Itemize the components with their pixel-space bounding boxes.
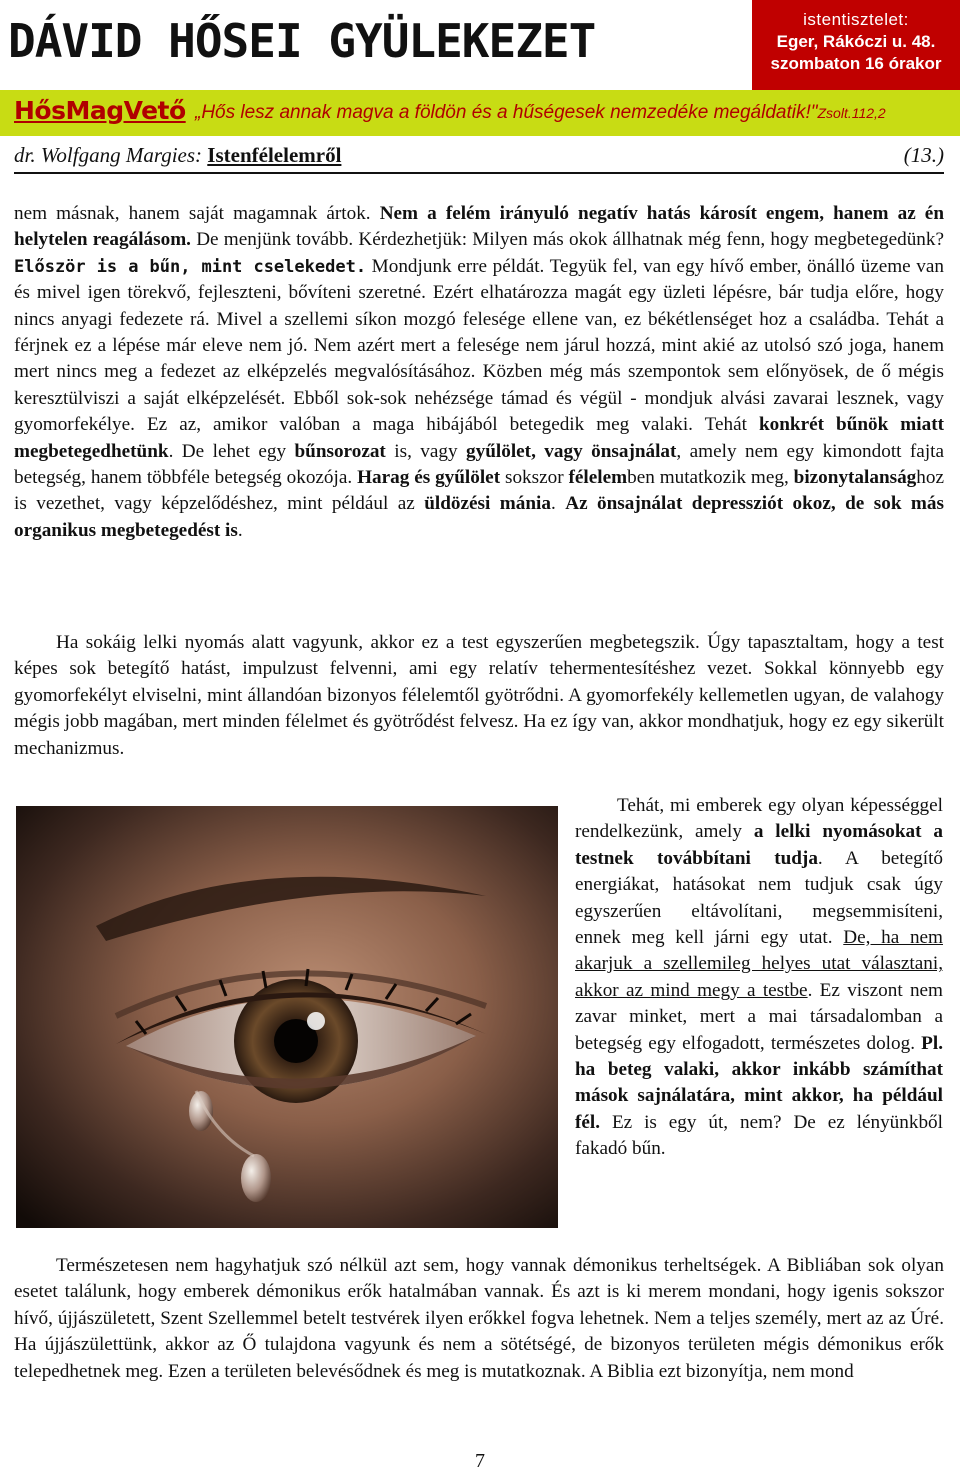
bold-run: üldözési mánia [424,493,551,515]
text-run: . [550,493,566,515]
service-info-box [752,0,960,90]
text-run: De menjünk tovább. Kérdezhetjük: Milyen más okok állhatnak még fenn, hogy megbetegedünk? [190,229,944,251]
bold-run: konkrét bűnök miatt megbetegedhetünk [14,414,944,462]
text-run: . De lehet egy [168,440,295,462]
article-topic: Istenfélelemről [207,143,342,167]
motto-text [195,102,886,124]
text-run: Mondjunk erre példát. Tegyük fel, van egy hívő ember, önálló üzeme van és mivel igen törekvő, fejleszteni, bővíteni szeretné. Ezért elhatározza magát egy üzleti lépésre, bár tudja előre, hogy nincs anyagi fedezete rá. Mivel a szellemi síkon mozgó felesége ellene van, ez békétlenséget hoz a családba. Tehát a férjnek ez a lépése már eleve nem jó. Nem azért mert a felesége nem járul hozzá, mint akié az utolsó szó joga, hanem mert nincs meg a fedezet az elképzelés megvalósításához. Közben még más szempontok sem előnyösek, de ő mégis keresztülviszi a saját elképzelését. Ebből sok-sok nehézsége támad és végül - mondjuk alvási zavarai lesznek, vagy gyomorfekélye. Ez az, amikor valóban a maga hibájából betegedik meg valaki. Tehát [14,255,944,436]
article-author: dr. Wolfgang Margies: [14,143,203,167]
text-run: is, vagy [385,440,467,462]
article-part-number: (13.) [903,143,944,167]
bold-run: a lelki nyomásokat a testnek továbbítani tudja [575,821,943,869]
text-run: Tehát, mi emberek egy olyan képességgel rendelkezünk, amely [575,795,943,843]
service-label: istentisztelet: [803,10,909,29]
text-run: . Ez viszont nem zavar minket, mert a mai társadalomban a betegség egy elfogadott, természetes dolog. [575,979,943,1054]
motto-reference: Zsolt.112,2 [817,105,886,121]
bold-run: bizonytalanság [793,467,917,489]
article-header [14,143,944,173]
body-paragraph-1 [14,201,944,544]
service-time: szombaton 16 órakor [770,54,942,73]
bold-run: bűnsorozat [294,440,386,462]
text-run: nem másnak, hanem saját magamnak ártok. [14,203,380,224]
motto-quote: „Hős lesz annak magva a földön és a hűségesek nemzedéke megáldatik!" [195,102,818,123]
body-paragraph-3 [14,1253,944,1385]
church-name: DÁVID HŐSEI GYÜLEKEZET [8,14,596,68]
paragraph-text: Ha sokáig lelki nyomás alatt vagyunk, akkor ez a test egyszerűen megbetegszik. Úgy tapasztaltam, hogy a test képes sok betegítő hatást, impulzust felvenni, ami egy relatív tehermentesítéshez vezet. Sokkal könnyebb egy gyomorfekélyt elviselni, mint állandóan bizonyos félelemtől gyötrődni. A gyomorfekély kellemetlen ugyan, de valahogy mégis jobb magában, mert minden félelmet és gyötrődést felvesz. Ha ez így van, akkor mondhatjuk, hogy ez egy sikerült mechanizmus. [14,632,944,759]
text-run: Ez is egy út, nem? De ez lényünkből fakadó bűn. [575,1111,943,1160]
brand-logo: HősMagVető [14,96,186,125]
body-paragraph-2 [14,630,944,762]
tear-drop-1 [189,1091,213,1131]
tear-drop-2 [241,1154,271,1202]
eye-illustration [16,806,558,1228]
bold-run: Pl. ha beteg valaki, akkor inkább számíthat mások sajnálatára, mint akkor, ha például fél. [575,1032,943,1133]
bold-run: gyűlölet, vagy önsajnálat [466,440,677,462]
bold-run: Nem a felém irányuló negatív hatás károsít engem, hanem az én helytelen reagálásom. [14,203,944,251]
paragraph-text: Természetesen nem hagyhatjuk szó nélkül azt sem, hogy vannak démonikus terheltségek. A Bibliában sok olyan esetet találunk, hogy emberek démonikus erők hatalmában vannak. És azt is ki merem mondani, hogy igenis sokszor hívő, újjászületett, Szent Szellemmel betelt testvérek ilyen erőkkel fogva lehetnek. Nem a teljes személy, mert az az Úré. Ha újjászülettünk, akkor az Ő tulajdona vagyunk és nem a sötétségé, de bizonyos területen mégis démonikus erők telepedhetnek meg. Ezen a területen belevésődnek és meg is mutatkoznak. A Biblia ezt bizonyítja, nem mond [14,1255,944,1382]
underlined-run: De, ha nem akarjuk a szellemileg helyes utat választani, akkor az mind megy a testbe [575,927,943,1001]
text-run: . A betegítő energiákat, hatásokat nem tudjuk csak úgy egyszerűen eltávolítani, megsemmisíteni, ennek meg kell járni egy utat. [575,847,944,949]
motto-banner [0,90,960,136]
bold-run: Az önsajnálat depressziót okoz, de sok más organikus megbetegedést is [14,493,944,541]
bold-run: Harag és gyűlölet [357,467,501,489]
crying-eye-photo [16,806,558,1228]
text-run: . [237,519,243,541]
side-column-text [575,793,943,1163]
eye-highlight [307,1012,325,1030]
bold-run: félelem [568,467,628,489]
text-run: hoz is vezethet, vagy képzelődéshez, mint például az [14,467,944,515]
text-run: sokszor [500,467,569,489]
service-address: Eger, Rákóczi u. 48. [776,32,936,51]
text-run: ben mutatkozik meg, [627,467,794,489]
text-run: , amely nem egy kimondott fajta betegség, hanem többféle betegség okozója. [14,440,944,489]
header-divider [14,172,944,174]
masthead [0,0,960,90]
page-number: 7 [475,1450,485,1472]
bold-run: Először is a bűn, mint cselekedet. [14,256,367,277]
